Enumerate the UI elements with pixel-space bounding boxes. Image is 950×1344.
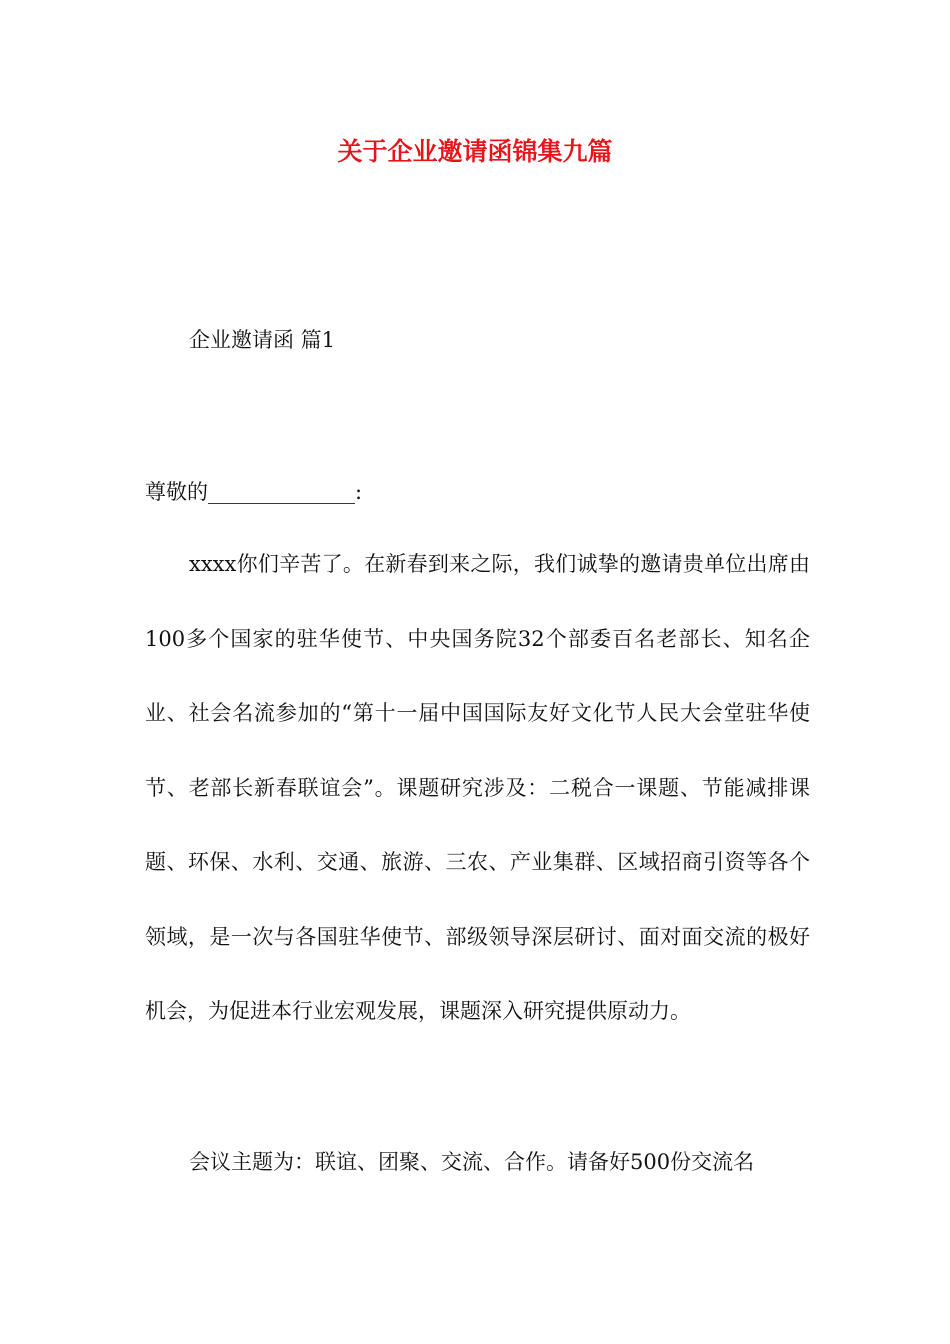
- body-paragraph: xxxx你们辛苦了。在新春到来之际，我们诚挚的邀请贵单位出席由100多个国家的驻华使节、中央国务院32个部委百名老部长、知名企业、社会名流参加的“第十一届中国国际友好文化节人民大会堂驻华使节、老部长新春联谊会”。课题研究涉及：二税合一课题、节能减排课题、环保、水利、交通、旅游、三农、产业集群、区域招商引资等各个领域，是一次与各国驻华使节、部级领导深层研讨、面对面交流的极好机会，为促进本行业宏观发展，课题深入研究提供原动力。: [145, 552, 810, 1023]
- section-heading: 企业邀请函 篇1: [189, 328, 336, 352]
- salutation: 尊敬的______________:: [145, 480, 363, 504]
- document-title: 关于企业邀请函锦集九篇: [337, 137, 613, 166]
- body-paragraph: 会议主题为：联谊、团聚、交流、合作。请备好500份交流名: [189, 1150, 755, 1174]
